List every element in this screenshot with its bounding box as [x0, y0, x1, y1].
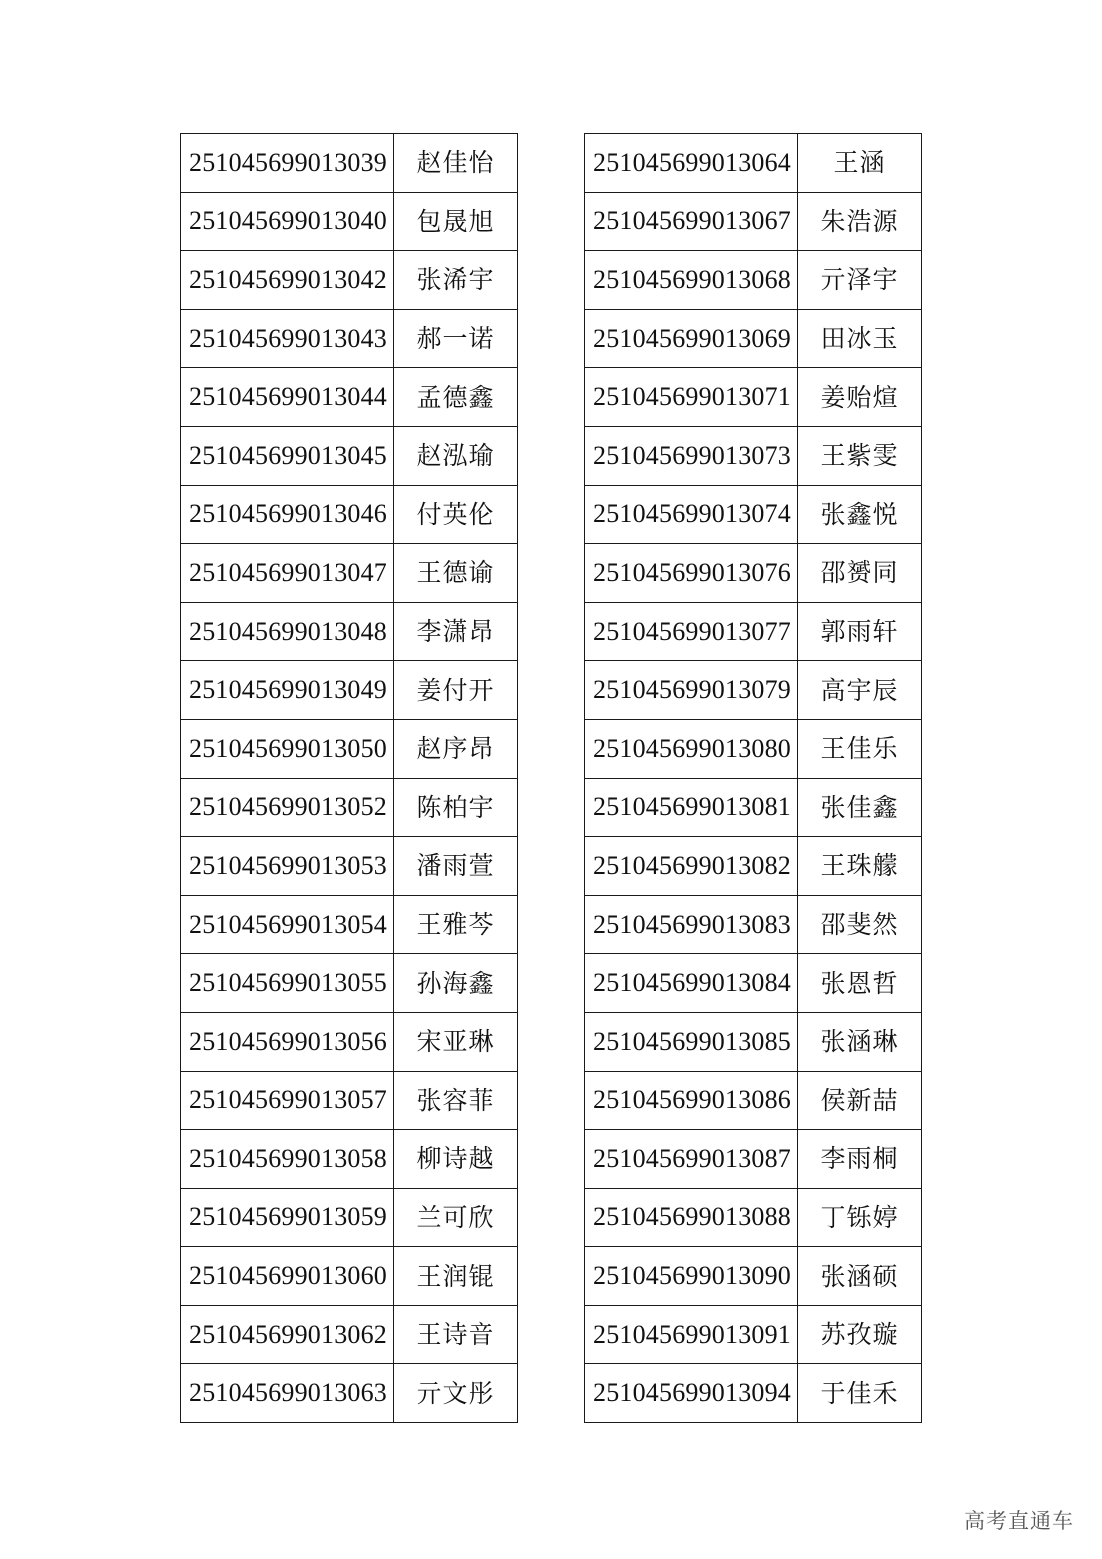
exam-number-cell: 251045699013055 [181, 954, 394, 1013]
student-name-cell: 张涵琳 [798, 1012, 922, 1071]
table-row [585, 661, 922, 720]
table-row [181, 368, 518, 427]
table-row [585, 1130, 922, 1189]
exam-number-cell: 251045699013069 [585, 309, 798, 368]
exam-number-cell: 251045699013054 [181, 895, 394, 954]
exam-number-cell: 251045699013083 [585, 895, 798, 954]
student-name-cell: 赵佳怡 [394, 134, 518, 193]
exam-number-cell: 251045699013046 [181, 485, 394, 544]
exam-number-cell: 251045699013043 [181, 309, 394, 368]
table-row [585, 251, 922, 310]
table-row [585, 954, 922, 1013]
table-row [585, 1247, 922, 1306]
exam-number-cell: 251045699013073 [585, 426, 798, 485]
table-row [585, 368, 922, 427]
exam-number-cell: 251045699013085 [585, 1012, 798, 1071]
roster-table-left-body [181, 134, 518, 1423]
table-row [585, 309, 922, 368]
student-name-cell: 邵斐然 [798, 895, 922, 954]
table-row [181, 485, 518, 544]
table-row [585, 719, 922, 778]
table-row [181, 1071, 518, 1130]
roster-table-left [180, 133, 518, 1423]
table-row [181, 544, 518, 603]
exam-number-cell: 251045699013044 [181, 368, 394, 427]
exam-number-cell: 251045699013082 [585, 837, 798, 896]
exam-number-cell: 251045699013057 [181, 1071, 394, 1130]
student-name-cell: 丁铄婷 [798, 1188, 922, 1247]
exam-number-cell: 251045699013039 [181, 134, 394, 193]
exam-number-cell: 251045699013094 [585, 1364, 798, 1423]
student-name-cell: 张佳鑫 [798, 778, 922, 837]
student-name-cell: 付英伦 [394, 485, 518, 544]
student-name-cell: 高宇辰 [798, 661, 922, 720]
student-name-cell: 孙海鑫 [394, 954, 518, 1013]
exam-number-cell: 251045699013042 [181, 251, 394, 310]
student-name-cell: 侯新喆 [798, 1071, 922, 1130]
table-row [585, 1071, 922, 1130]
student-name-cell: 王涵 [798, 134, 922, 193]
exam-number-cell: 251045699013056 [181, 1012, 394, 1071]
table-row [181, 1364, 518, 1423]
student-name-cell: 王珠艨 [798, 837, 922, 896]
exam-number-cell: 251045699013053 [181, 837, 394, 896]
exam-number-cell: 251045699013090 [585, 1247, 798, 1306]
student-name-cell: 王润锟 [394, 1247, 518, 1306]
table-row [181, 778, 518, 837]
student-name-cell: 姜付开 [394, 661, 518, 720]
table-row [181, 1247, 518, 1306]
exam-number-cell: 251045699013064 [585, 134, 798, 193]
table-row [585, 1305, 922, 1364]
exam-number-cell: 251045699013076 [585, 544, 798, 603]
student-name-cell: 王雅芩 [394, 895, 518, 954]
table-row [181, 1188, 518, 1247]
watermark-text: 高考直通车 [964, 1509, 1074, 1533]
student-name-cell: 陈柏宇 [394, 778, 518, 837]
exam-number-cell: 251045699013059 [181, 1188, 394, 1247]
table-row [585, 426, 922, 485]
student-name-cell: 王佳乐 [798, 719, 922, 778]
table-row [181, 134, 518, 193]
student-name-cell: 王紫雯 [798, 426, 922, 485]
table-row [585, 1364, 922, 1423]
student-name-cell: 姜贻煊 [798, 368, 922, 427]
roster-table-right [584, 133, 922, 1423]
exam-number-cell: 251045699013088 [585, 1188, 798, 1247]
exam-number-cell: 251045699013091 [585, 1305, 798, 1364]
student-name-cell: 朱浩源 [798, 192, 922, 251]
table-row [181, 895, 518, 954]
exam-number-cell: 251045699013052 [181, 778, 394, 837]
table-row [181, 251, 518, 310]
table-row [181, 661, 518, 720]
exam-number-cell: 251045699013086 [585, 1071, 798, 1130]
table-row [181, 837, 518, 896]
table-row [585, 602, 922, 661]
table-row [181, 602, 518, 661]
student-name-cell: 张浠宇 [394, 251, 518, 310]
student-name-cell: 张容菲 [394, 1071, 518, 1130]
table-row [181, 426, 518, 485]
exam-number-cell: 251045699013068 [585, 251, 798, 310]
exam-number-cell: 251045699013077 [585, 602, 798, 661]
exam-number-cell: 251045699013087 [585, 1130, 798, 1189]
student-name-cell: 王诗音 [394, 1305, 518, 1364]
table-row [181, 954, 518, 1013]
table-row [181, 1305, 518, 1364]
student-name-cell: 张恩哲 [798, 954, 922, 1013]
exam-number-cell: 251045699013067 [585, 192, 798, 251]
table-row [585, 1012, 922, 1071]
student-name-cell: 赵序昂 [394, 719, 518, 778]
student-name-cell: 苏孜璇 [798, 1305, 922, 1364]
table-row [181, 1012, 518, 1071]
exam-number-cell: 251045699013058 [181, 1130, 394, 1189]
student-name-cell: 李潇昂 [394, 602, 518, 661]
exam-number-cell: 251045699013045 [181, 426, 394, 485]
student-name-cell: 王德谕 [394, 544, 518, 603]
exam-number-cell: 251045699013060 [181, 1247, 394, 1306]
student-name-cell: 张鑫悦 [798, 485, 922, 544]
exam-number-cell: 251045699013079 [585, 661, 798, 720]
student-name-cell: 兰可欣 [394, 1188, 518, 1247]
exam-number-cell: 251045699013040 [181, 192, 394, 251]
student-name-cell: 于佳禾 [798, 1364, 922, 1423]
exam-number-cell: 251045699013047 [181, 544, 394, 603]
exam-number-cell: 251045699013081 [585, 778, 798, 837]
student-name-cell: 赵泓瑜 [394, 426, 518, 485]
exam-number-cell: 251045699013063 [181, 1364, 394, 1423]
exam-number-cell: 251045699013080 [585, 719, 798, 778]
student-name-cell: 柳诗越 [394, 1130, 518, 1189]
table-row [585, 192, 922, 251]
student-name-cell: 亓泽宇 [798, 251, 922, 310]
table-row [585, 544, 922, 603]
student-name-cell: 孟德鑫 [394, 368, 518, 427]
exam-number-cell: 251045699013074 [585, 485, 798, 544]
exam-number-cell: 251045699013084 [585, 954, 798, 1013]
student-name-cell: 郝一诺 [394, 309, 518, 368]
student-name-cell: 宋亚琳 [394, 1012, 518, 1071]
table-row [181, 719, 518, 778]
exam-number-cell: 251045699013062 [181, 1305, 394, 1364]
table-row [585, 895, 922, 954]
student-name-cell: 邵赟同 [798, 544, 922, 603]
table-row [585, 837, 922, 896]
roster-table-right-body [585, 134, 922, 1423]
student-name-cell: 潘雨萱 [394, 837, 518, 896]
table-row [585, 778, 922, 837]
table-row [585, 1188, 922, 1247]
exam-number-cell: 251045699013071 [585, 368, 798, 427]
student-name-cell: 张涵硕 [798, 1247, 922, 1306]
student-name-cell: 郭雨轩 [798, 602, 922, 661]
table-row [585, 134, 922, 193]
exam-number-cell: 251045699013050 [181, 719, 394, 778]
student-name-cell: 亓文彤 [394, 1364, 518, 1423]
exam-number-cell: 251045699013048 [181, 602, 394, 661]
student-name-cell: 包晟旭 [394, 192, 518, 251]
table-row [585, 485, 922, 544]
exam-number-cell: 251045699013049 [181, 661, 394, 720]
table-row [181, 1130, 518, 1189]
student-name-cell: 李雨桐 [798, 1130, 922, 1189]
table-row [181, 309, 518, 368]
table-row [181, 192, 518, 251]
student-name-cell: 田冰玉 [798, 309, 922, 368]
